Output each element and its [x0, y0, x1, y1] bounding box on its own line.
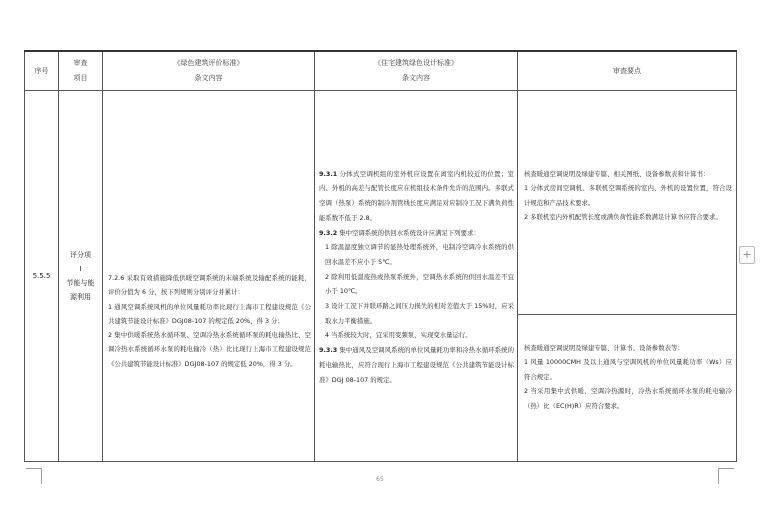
review-points-cell — [518, 91, 737, 462]
header-gb-standard — [103, 51, 315, 91]
item-line: 节能与能 — [66, 279, 95, 287]
header-review-points: 审查要点 — [518, 51, 737, 91]
gb-clause-cell — [103, 91, 315, 462]
hs-clause-9-3-2-item: 2 除利用低温废热或热泵系统外，空调热水系统的供回水温差不宜小于 10℃。 — [325, 272, 514, 296]
header-hs-subtitle: 条文内容 — [402, 74, 430, 82]
review-point: 1 风量 10000CMH 及以上通风与空调风机的单位风量耗功率（Ws）应符合规定。 — [524, 358, 732, 381]
header-gb-subtitle: 条文内容 — [194, 74, 223, 82]
header-hs-title: 《住宅建筑绿色设计标准》 — [374, 59, 458, 67]
item-line: 评分项 — [70, 251, 91, 259]
gb-clause-7-2-6: 7.2.6 采取有效措施降低供暖空调系统的末端系统及输配系统的能耗，评价分值为 6 分，按下列规则分别评分并累计： — [108, 274, 311, 297]
hs-clause-9-3-2 — [319, 226, 514, 241]
hs-clause-9-3-3 — [319, 343, 514, 387]
clause-number: 9.3.1 — [319, 169, 338, 178]
hs-clause-cell — [315, 91, 518, 462]
header-number: 序号 — [25, 51, 59, 91]
table-row — [25, 91, 737, 462]
review-points-lower — [518, 315, 736, 414]
header-item — [59, 51, 103, 91]
add-column-button[interactable]: + — [739, 246, 755, 264]
clause-number: 9.3.2 — [319, 228, 338, 237]
header-item-line2: 项目 — [73, 74, 88, 82]
review-point: 1 分体式房间空调机、多联机空调系统的室内、外机的设置位置，符合设计规范和产品技术要求。 — [524, 184, 732, 207]
review-point: 核查暖通空调说明及绿建专篇、相关图纸、设备参数表和计算书： — [524, 169, 710, 178]
review-point: 2 多联机室内外机配管长度或满负荷性能系数满足计算书应符合要求。 — [524, 213, 722, 222]
gb-clause-item-2: 2 集中供暖系统热水循环泵、空调冷热水系统循环泵的耗电输热比、空调冷热水系统循环水泵的耗电输冷（热）比比现行上海市工程建设规范《公共建筑节能设计标准》DGJ08-107 的规定低 20%，得 3 分。 — [108, 331, 311, 368]
hs-clause-9-3-2-item: 4 当系统较大时，宜采用变频泵，实现变水量运行。 — [325, 331, 472, 340]
header-item-line1: 审查 — [73, 59, 88, 67]
row-review-item — [59, 91, 103, 462]
review-points-upper — [518, 139, 736, 315]
item-line: Ⅰ — [79, 265, 82, 273]
item-line: 源利用 — [70, 293, 91, 301]
hs-clause-9-3-2-item: 3 设计工况下并联环路之间压力损失的相对差值大于 15%时，应采取水力平衡措施。 — [325, 302, 514, 325]
standards-table — [24, 50, 737, 462]
clause-text: 分体式空调机组的室外机应设置在离室内机较近的位置；室内、外机的高差与配管长度应在机组技术条件允许的范围内。多联式空调（热泵）系统的制冷剂管线长度应满足对应制冷工况下满负荷性能系数不低于 2.8。 — [319, 169, 514, 222]
gb-clause-item-1: 1 通风空调系统风机的单位风量耗功率比现行上海市工程建设规范《公共建筑节能设计标准》DGJ08-107 的规定低 20%，得 3 分； — [108, 302, 311, 325]
clause-text: 集中通风及空调风系统的单位风量耗功率和冷热水循环系统的耗电输热比，应符合现行上海市工程建设规范《公共建筑节能设计标准》DGJ 08-107 的规定。 — [319, 346, 514, 384]
clause-number: 9.3.3 — [319, 346, 338, 355]
clause-text: 集中空调系统的供回水系统设计应满足下列要求： — [339, 228, 480, 237]
page-number: 65 — [376, 476, 384, 483]
hs-clause-9-3-1 — [319, 167, 514, 226]
review-point: 核查暖通空调说明及绿建专篇、计算书、设备参数表等： — [524, 343, 684, 352]
crop-mark-left-h — [26, 468, 42, 469]
table-header-row — [25, 51, 737, 91]
header-gb-title: 《绿色建筑评价标准》 — [173, 59, 244, 67]
row-number: 5.5.5 — [25, 91, 59, 462]
hs-clause-9-3-2-item: 1 除温湿度独立调节的显热处理系统外，电制冷空调冷水系统的供回水温差不应小于 5℃。 — [325, 243, 514, 266]
header-hs-standard — [315, 51, 518, 91]
crop-mark-right-h — [718, 468, 734, 469]
review-point: 2 当采用集中式供暖、空调冷热源时，冷热水系统循环水泵的耗电输冷（热）比（EC(H)R）应符合要求。 — [524, 387, 732, 410]
